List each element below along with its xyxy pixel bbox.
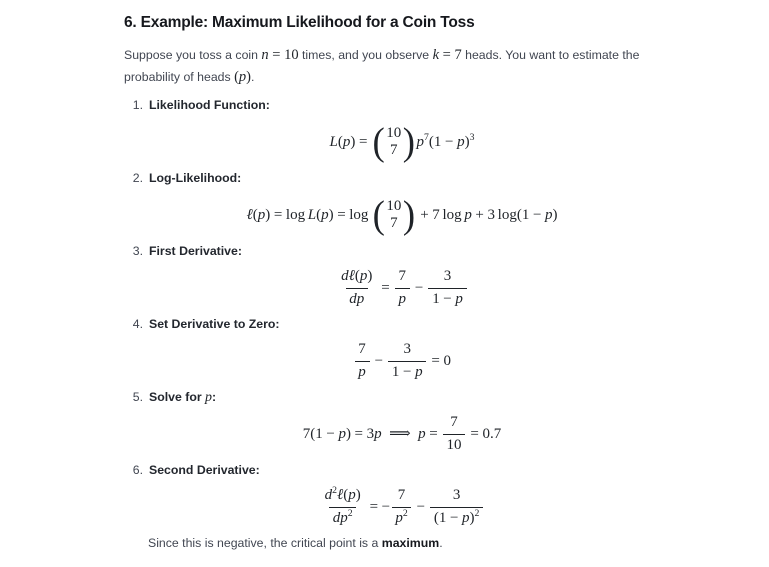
math-text: ) xyxy=(367,268,373,285)
fraction-denominator xyxy=(428,288,466,308)
math-text: (1 xyxy=(428,134,442,150)
math-fraction xyxy=(321,487,365,527)
fraction-denominator xyxy=(355,361,370,381)
math-variable: p xyxy=(359,268,368,285)
text-run: Set Derivative to Zero: xyxy=(149,317,280,331)
list-item xyxy=(124,389,680,455)
math-formula xyxy=(124,267,680,309)
math-variable: ℓ xyxy=(246,207,253,223)
binomial-top: 10 xyxy=(386,198,402,215)
math-variable: p xyxy=(418,426,426,442)
math-variable: d xyxy=(324,487,333,504)
math-variable: p xyxy=(545,207,553,223)
binomial-coefficient: ( 10 7 ) xyxy=(372,119,416,164)
step-header xyxy=(124,170,680,187)
math-operator: = xyxy=(354,426,364,442)
math-variable: p xyxy=(374,426,382,442)
math-text: log xyxy=(285,207,306,223)
fraction-denominator xyxy=(346,288,369,308)
step-number: 6. xyxy=(132,463,143,477)
math-text: ) xyxy=(464,134,470,150)
step-number: 4. xyxy=(132,317,143,331)
fraction-numerator xyxy=(355,341,370,360)
math-text: 7 xyxy=(398,268,407,285)
math-variable: p xyxy=(257,207,266,223)
step-header xyxy=(124,316,680,333)
binomial-stack xyxy=(385,198,403,232)
math-text: ) xyxy=(265,207,271,223)
math-exponent: 3 xyxy=(469,132,475,143)
steps-list xyxy=(124,97,680,552)
inline-math: p xyxy=(238,69,247,85)
math-operator: = xyxy=(431,353,440,369)
math-variable: p xyxy=(455,290,463,307)
implies-arrow-icon: ⟹ xyxy=(389,426,411,442)
binomial-bottom: 7 xyxy=(390,215,398,231)
fraction-numerator xyxy=(321,487,365,506)
fraction-numerator xyxy=(447,414,462,433)
step-label xyxy=(149,316,280,333)
inline-math: k xyxy=(432,47,440,63)
math-text: 1 xyxy=(391,363,400,380)
math-text: 1 xyxy=(432,290,440,307)
inline-math: = 7 xyxy=(439,47,462,63)
bold-text: maximum xyxy=(381,536,440,550)
math-fraction xyxy=(428,268,466,308)
math-variable: dp xyxy=(332,509,348,526)
math-formula xyxy=(124,194,680,236)
math-text: log xyxy=(442,207,462,223)
list-item xyxy=(124,243,680,309)
math-operator: + xyxy=(475,207,484,223)
math-text: 3 xyxy=(403,341,411,358)
math-variable: p xyxy=(342,134,351,150)
step-label xyxy=(149,243,242,260)
math-fraction xyxy=(337,268,376,308)
fraction-numerator xyxy=(440,268,455,287)
math-text: log(1 xyxy=(497,207,530,223)
math-fraction xyxy=(388,341,426,381)
math-exponent: 2 xyxy=(402,507,408,519)
step-number: 3. xyxy=(132,244,143,258)
text-run: Log-Likelihood: xyxy=(149,171,242,185)
math-text: 0 xyxy=(443,353,451,369)
math-exponent: 2 xyxy=(332,485,337,497)
math-variable: p xyxy=(338,426,346,442)
step-header xyxy=(124,462,680,479)
math-formula xyxy=(124,121,680,163)
math-variable: p xyxy=(358,363,366,380)
math-fraction xyxy=(355,341,370,381)
math-text: 0.7 xyxy=(482,426,502,442)
fraction-denominator xyxy=(430,507,483,527)
step-number: 5. xyxy=(132,390,143,404)
step-label xyxy=(149,389,216,406)
fraction-denominator xyxy=(329,507,356,527)
math-operator: − xyxy=(443,290,452,307)
list-item xyxy=(124,170,680,236)
step-header xyxy=(124,243,680,260)
math-operator: − xyxy=(532,207,542,223)
math-operator: = xyxy=(273,207,283,223)
text-run: . xyxy=(439,536,443,550)
binomial-bottom: 7 xyxy=(390,142,398,158)
math-text: ) xyxy=(552,207,558,223)
math-variable: p xyxy=(416,134,425,150)
step-label xyxy=(149,462,260,479)
math-operator: − xyxy=(326,426,335,442)
inline-math: n xyxy=(261,47,269,63)
step-number: 1. xyxy=(132,98,143,112)
math-operator: − xyxy=(445,134,454,150)
math-text: ( xyxy=(316,207,322,223)
inline-math: ) xyxy=(246,69,251,85)
step-number: 2. xyxy=(132,171,143,185)
math-operator: = xyxy=(358,134,368,150)
section-title: 6. Example: Maximum Likelihood for a Coin Toss xyxy=(124,14,475,31)
fraction-denominator xyxy=(443,434,466,454)
math-text: 3 xyxy=(366,426,375,442)
math-variable: L xyxy=(307,207,317,223)
math-operator: = xyxy=(369,499,379,515)
fraction-numerator xyxy=(395,268,410,287)
math-operator: = xyxy=(470,426,479,442)
inline-math: p xyxy=(205,390,213,405)
math-text: 7 xyxy=(432,207,440,223)
intro-paragraph xyxy=(124,44,680,88)
text-run: Since this is negative, the critical point is a xyxy=(148,536,382,550)
math-operator: − xyxy=(374,353,384,369)
math-variable: p xyxy=(395,509,403,526)
fraction-numerator xyxy=(394,487,409,506)
math-power xyxy=(332,507,353,526)
fraction-numerator xyxy=(337,268,376,287)
math-text: 3 xyxy=(452,487,461,504)
math-exponent: 2 xyxy=(347,507,353,519)
math-text: ( xyxy=(343,487,349,504)
math-variable: p xyxy=(348,487,356,504)
math-exponent: 2 xyxy=(474,507,480,519)
math-variable: L xyxy=(329,134,338,150)
math-text: 7 xyxy=(358,341,366,358)
math-operator: = xyxy=(429,426,438,442)
math-fraction xyxy=(392,487,412,527)
math-variable: p xyxy=(398,290,407,307)
math-text: ( xyxy=(252,207,258,223)
fraction-numerator xyxy=(449,487,464,506)
math-text: ) xyxy=(328,207,334,223)
step-header xyxy=(124,97,680,114)
math-operator: − xyxy=(403,363,412,380)
list-item xyxy=(124,462,680,552)
math-fraction xyxy=(395,268,410,308)
list-item xyxy=(124,316,680,382)
text-run: . xyxy=(251,70,255,84)
math-formula xyxy=(124,340,680,382)
math-power xyxy=(395,507,408,526)
math-text: 3 xyxy=(487,207,495,223)
math-power xyxy=(433,507,480,526)
math-text: ) xyxy=(469,509,475,526)
step-label xyxy=(149,97,270,114)
text-run: Suppose you toss a coin xyxy=(124,48,262,62)
math-text: ) xyxy=(345,426,351,442)
text-run: : xyxy=(212,390,217,404)
step-label xyxy=(149,170,241,187)
step-header xyxy=(124,389,680,406)
math-variable: p xyxy=(321,207,329,223)
math-text: (1 xyxy=(433,509,447,526)
math-operator: − xyxy=(416,499,426,515)
fraction-denominator xyxy=(388,361,426,381)
math-text: ( xyxy=(337,134,343,150)
text-run: probability of heads xyxy=(124,70,235,84)
fraction-denominator xyxy=(392,507,412,527)
math-text: ( xyxy=(354,268,360,285)
math-variable: dp xyxy=(349,290,365,307)
binomial-coefficient: ( 10 7 ) xyxy=(372,192,416,237)
math-variable: p xyxy=(464,207,472,223)
math-text: − xyxy=(381,499,391,515)
inline-math: = 10 xyxy=(268,47,299,63)
math-text: 3 xyxy=(443,268,452,285)
text-run: Solve for xyxy=(149,390,206,404)
closing-note xyxy=(148,535,680,552)
fraction-denominator xyxy=(395,288,410,308)
math-text: ) xyxy=(355,487,361,504)
math-exponent: 7 xyxy=(424,132,429,143)
math-variable: p xyxy=(415,363,423,380)
math-variable: p xyxy=(457,134,465,150)
math-variable: ℓ xyxy=(336,487,344,504)
math-power xyxy=(429,133,475,151)
text-run: times, and you observe xyxy=(298,48,433,62)
math-operator: = xyxy=(381,280,390,296)
math-text: log xyxy=(349,207,369,223)
math-text: 7(1 xyxy=(302,426,323,442)
math-operator: − xyxy=(414,280,424,296)
math-variable: dℓ xyxy=(341,268,355,285)
fraction-numerator xyxy=(400,341,415,360)
math-power xyxy=(417,133,429,151)
text-run: Likelihood Function: xyxy=(149,98,270,112)
math-fraction xyxy=(443,414,466,454)
math-operator: = xyxy=(337,207,346,223)
text-run: heads. You want to estimate the xyxy=(461,48,640,62)
math-formula xyxy=(124,486,680,528)
math-variable: p xyxy=(462,509,470,526)
math-power xyxy=(325,487,337,503)
math-fraction xyxy=(430,487,483,527)
math-text: 7 xyxy=(450,414,458,431)
math-formula xyxy=(124,413,680,455)
binomial-stack xyxy=(385,125,403,159)
math-text: ) xyxy=(350,134,356,150)
text-run: First Derivative: xyxy=(149,244,242,258)
list-item xyxy=(124,97,680,163)
math-operator: + xyxy=(420,207,429,223)
math-text: 10 xyxy=(446,436,462,453)
math-text: 7 xyxy=(397,487,406,504)
text-run: Second Derivative: xyxy=(149,463,260,477)
math-operator: − xyxy=(449,509,459,526)
inline-math: ( xyxy=(234,69,239,85)
binomial-top: 10 xyxy=(386,125,402,142)
